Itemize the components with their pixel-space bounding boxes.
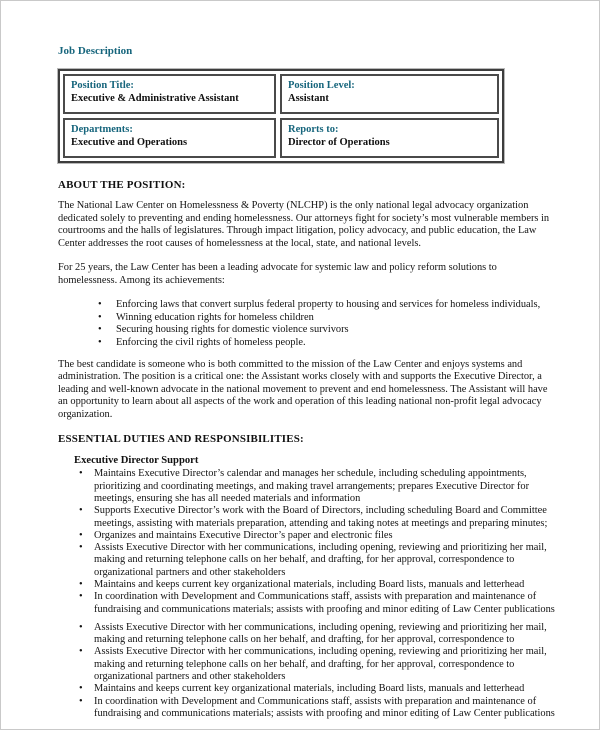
duties-subheading: Executive Director Support <box>74 455 199 467</box>
list-item: • Assists Executive Director with her communications, including opening, reviewing and prioritizing her mail, making and returning telephone calls on her behalf, and drafting, for her approval, correspondence to <box>58 622 556 647</box>
reports-to-cell <box>280 118 499 158</box>
about-closing-paragraph: The best candidate is someone who is both committed to the mission of the Law Center and enjoys systems and administration. The position is a critical one: the Assistant works closely with and supports the Executive Director, a leading and well-known advocate in the national movement to prevent and end homelessness. The Assistant will have an opportunity to learn about all aspects of the work and operation of this leading national non-profit legal advocacy organization. <box>58 358 548 420</box>
position-level-label: Position Level: <box>288 80 355 91</box>
departments-cell <box>63 118 276 158</box>
list-item: • Enforcing laws that convert surplus federal property to housing and services for homeless individuals, <box>58 299 556 312</box>
duties-heading: ESSENTIAL DUTIES AND RESPONSIBILITIES: <box>58 433 304 446</box>
about-heading: ABOUT THE POSITION: <box>58 179 186 191</box>
doc-title: Job Description <box>58 45 133 57</box>
list-item: • In coordination with Development and Communications staff, assists with preparation and maintenance of fundraising and communications materials; assists with proofing and minor editing of Law Center publications <box>58 591 556 616</box>
list-item: • In coordination with Development and Communications staff, assists with preparation and maintenance of fundraising and communications materials; assists with proofing and minor editing of Law Center publications <box>58 696 556 721</box>
list-item: • Assists Executive Director with her communications, including opening, reviewing and prioritizing her mail, making and returning telephone calls on her behalf, and drafting, for her approval, correspondence to organizational partners and other stakeholders <box>58 646 556 683</box>
position-title-cell <box>63 74 276 114</box>
list-item: • Supports Executive Director’s work with the Board of Directors, including scheduling Board and Committee meetings, assisting with materials preparation, attending and taking notes at meetings and preparing minutes; <box>58 505 556 530</box>
list-item: • Winning education rights for homeless children <box>58 312 556 325</box>
position-title-label: Position Title: <box>71 80 134 91</box>
position-level-cell <box>280 74 499 114</box>
position-level-value: Assistant <box>288 93 329 104</box>
departments-label: Departments: <box>71 124 133 135</box>
list-item: • Assists Executive Director with her communications, including opening, reviewing and prioritizing her mail, making and returning telephone calls on her behalf, and drafting, for her approval, correspondence to organizational partners and other stakeholders <box>58 542 556 579</box>
list-item: • Organizes and maintains Executive Director’s paper and electronic files <box>58 530 556 542</box>
list-item: • Maintains Executive Director’s calendar and manages her schedule, including scheduling appointments, prioritizing and coordinating meetings, and making travel arrangements; prepares Executive Director for meetings, ensuring she has all needed materials and information <box>58 468 556 505</box>
about-paragraph-2: For 25 years, the Law Center has been a leading advocate for systemic law and policy reform solutions to homelessness. Among its achievements: <box>58 262 497 286</box>
duties-list <box>58 468 556 720</box>
list-item: • Securing housing rights for domestic violence survivors <box>58 324 556 337</box>
achievements-list <box>58 299 556 350</box>
position-title-value: Executive & Administrative Assistant <box>71 93 239 104</box>
reports-to-value: Director of Operations <box>288 137 390 148</box>
departments-value: Executive and Operations <box>71 137 188 148</box>
list-item: • Maintains and keeps current key organizational materials, including Board lists, manuals and letterhead <box>58 683 556 695</box>
list-item: • Enforcing the civil rights of homeless people. <box>58 337 556 350</box>
about-paragraph-1: The National Law Center on Homelessness & Poverty (NLCHP) is the only national legal advocacy organization dedicated solely to preventing and ending homelessness. Our attorneys fight for society’s most vulnerable members in courtrooms and the halls of legislatures. Through impact litigation, policy advocacy, and public education, the Law Center addresses the root causes of homelessness at the local, state, and national levels. <box>58 200 550 249</box>
reports-to-label: Reports to: <box>288 124 339 135</box>
list-item: • Maintains and keeps current key organizational materials, including Board lists, manuals and letterhead <box>58 579 556 591</box>
position-info-table <box>58 69 504 163</box>
